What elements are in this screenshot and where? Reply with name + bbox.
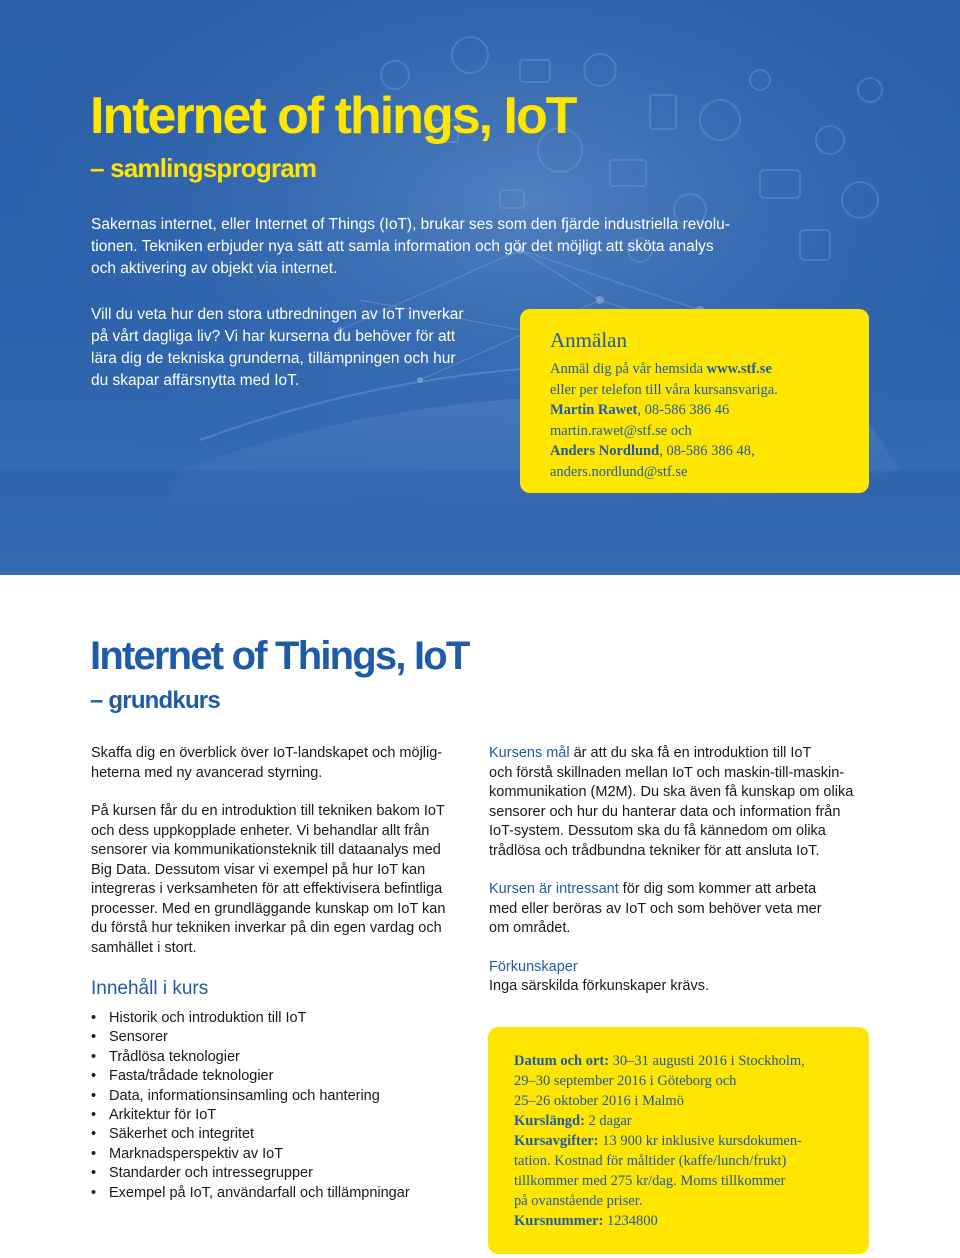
text-line: Skaffa dig en överblick över IoT-landskapet och möjlig- bbox=[91, 745, 443, 761]
text-line: IoT-system. Dessutom ska du få kännedom om olika bbox=[489, 823, 826, 839]
website-link[interactable]: www.stf.se bbox=[706, 361, 772, 377]
fee-line bbox=[514, 1131, 849, 1151]
text-line: samhället i stort. bbox=[91, 939, 197, 956]
contact-email[interactable]: martin.rawet@stf.se bbox=[550, 422, 668, 439]
signup-website-text: Anmäl dig på vår hemsida bbox=[550, 361, 707, 377]
hero-subtitle: – samlingsprogram bbox=[90, 153, 317, 183]
contact-phone: , 08-586 386 46 bbox=[637, 402, 730, 418]
content-heading: Innehåll i kurs bbox=[91, 978, 209, 999]
fee-label: Kursavgifter: bbox=[514, 1133, 599, 1149]
goal-text: är att du ska få en introduktion till IoT bbox=[569, 745, 812, 761]
list-item: • Säkerhet och integritet bbox=[91, 1125, 471, 1144]
hero-title: Internet of things, IoT bbox=[90, 87, 576, 145]
date-label: Datum och ort: bbox=[514, 1053, 610, 1069]
hero-paragraph bbox=[91, 304, 511, 392]
list-item: • Trådlösa teknologier bbox=[91, 1048, 471, 1067]
text-line bbox=[489, 880, 869, 900]
text-line: integreras i verksamheten för att effektivisera befintliga bbox=[91, 881, 443, 897]
hero-banner bbox=[0, 0, 960, 575]
goal-paragraph bbox=[489, 744, 869, 861]
hero-paragraph-line: lära dig de tekniska grunderna, tillämpningen och hur bbox=[91, 350, 456, 367]
hero-intro-line: tionen. Tekniken erbjuder nya sätt att samla information och gör det möjligt att sköta analys bbox=[91, 238, 714, 255]
course-details-box bbox=[488, 1027, 869, 1254]
hero-paragraph-line: på vårt dagliga liv? Vi har kurserna du behöver för att bbox=[91, 328, 456, 345]
list-item: • Exempel på IoT, användarfall och tillämpningar bbox=[91, 1184, 471, 1203]
contact-name: Anders Nordlund bbox=[550, 443, 660, 459]
signup-website-line bbox=[550, 359, 841, 380]
interest-label: Kursen är intressant bbox=[489, 881, 619, 897]
signup-title: Anmälan bbox=[550, 328, 627, 352]
list-item: • Historik och introduktion till IoT bbox=[91, 1009, 471, 1028]
text-line: och dess uppkopplade enheter. Vi behandlar allt från bbox=[91, 822, 430, 839]
length-line bbox=[514, 1111, 849, 1131]
left-column bbox=[91, 744, 471, 1203]
text-line: heterna med ny avancerad styrning. bbox=[91, 764, 323, 781]
hero-intro-line: och aktivering av objekt via internet. bbox=[91, 260, 338, 277]
text-line: och förstå skillnaden mellan IoT och maskin-till-maskin- bbox=[489, 764, 845, 781]
text-line: om området. bbox=[489, 920, 571, 936]
fee-line: på ovanstående priser. bbox=[514, 1193, 643, 1209]
contact-martin bbox=[550, 400, 841, 421]
text-line: med eller beröras av IoT och som behöver veta mer bbox=[489, 900, 822, 917]
date-line: 29–30 september 2016 i Göteborg och bbox=[514, 1073, 737, 1089]
list-item: • Standarder och intressegrupper bbox=[91, 1164, 471, 1183]
prereq-text: Inga särskilda förkunskaper krävs. bbox=[489, 978, 710, 994]
interest-text: för dig som kommer att arbeta bbox=[618, 881, 817, 897]
fee-line: tation. Kostnad för måltider (kaffe/lunch/frukt) bbox=[514, 1153, 787, 1169]
text-line bbox=[489, 744, 869, 764]
overview-paragraph bbox=[91, 744, 471, 783]
date-line: 25–26 oktober 2016 i Malmö bbox=[514, 1093, 684, 1109]
description-paragraph bbox=[91, 802, 471, 958]
text-line: På kursen får du en introduktion till tekniken bakom IoT bbox=[91, 803, 445, 819]
course-subtitle: – grundkurs bbox=[90, 687, 220, 714]
hero-paragraph-line: du skapar affärsnytta med IoT. bbox=[91, 372, 300, 389]
interest-paragraph bbox=[489, 880, 869, 939]
course-number-label: Kursnummer: bbox=[514, 1213, 604, 1229]
length-label: Kurslängd: bbox=[514, 1113, 585, 1129]
hero-paragraph-line: Vill du veta hur den stora utbredningen av IoT inverkar bbox=[91, 306, 464, 323]
goal-label: Kursens mål bbox=[489, 745, 570, 761]
list-item: • Fasta/trådade teknologier bbox=[91, 1067, 471, 1086]
list-item: • Sensorer bbox=[91, 1028, 471, 1047]
text-line: kommunikation (M2M). Du ska även få kunskap om olika bbox=[489, 784, 854, 800]
text-line: sensorer och hur du hanterar data och information från bbox=[489, 803, 841, 820]
contact-martin-email-line bbox=[550, 421, 841, 442]
prerequisites bbox=[489, 958, 869, 997]
contact-name: Martin Rawet bbox=[550, 402, 638, 418]
text-line: sensorer via kommunikationsteknik till dataanalys med bbox=[91, 842, 441, 858]
hero-intro bbox=[91, 214, 791, 280]
right-column bbox=[489, 744, 869, 1016]
fee-line: tillkommer med 275 kr/dag. Moms tillkommer bbox=[514, 1173, 786, 1189]
text-line: processer. Med en grundläggande kunskap om IoT kan bbox=[91, 900, 446, 917]
hero-intro-line: Sakernas internet, eller Internet of Things (IoT), brukar ses som den fjärde industriella revolu- bbox=[91, 216, 730, 233]
list-item: • Data, informationsinsamling och hantering bbox=[91, 1087, 471, 1106]
contact-phone: , 08-586 386 48, bbox=[659, 443, 755, 459]
course-number-line bbox=[514, 1211, 849, 1231]
text-line: du förstå hur tekniken inverkar på din egen vardag och bbox=[91, 920, 442, 936]
prereq-label: Förkunskaper bbox=[489, 958, 578, 975]
signup-box bbox=[520, 309, 869, 493]
signup-phone-line: eller per telefon till våra kursansvariga. bbox=[550, 381, 778, 398]
date-line bbox=[514, 1051, 849, 1071]
text-line: trådlösa och trådbundna tekniker för att ansluta IoT. bbox=[489, 842, 820, 859]
contact-anders bbox=[550, 441, 841, 462]
text-line: Big Data. Dessutom visar vi exempel på hur IoT kan bbox=[91, 861, 426, 878]
course-title: Internet of Things, IoT bbox=[90, 634, 469, 678]
content-list bbox=[91, 1009, 471, 1203]
length-value: 2 dagar bbox=[584, 1113, 632, 1129]
contact-email[interactable]: anders.nordlund@stf.se bbox=[550, 463, 688, 480]
list-item: • Marknadsperspektiv av IoT bbox=[91, 1145, 471, 1164]
list-item: • Arkitektur för IoT bbox=[91, 1106, 471, 1125]
fee-value: 13 900 kr inklusive kursdokumen- bbox=[598, 1133, 802, 1149]
date-value: 30–31 augusti 2016 i Stockholm, bbox=[609, 1053, 805, 1069]
contact-joiner: och bbox=[667, 422, 692, 439]
course-number-value: 1234800 bbox=[603, 1213, 658, 1229]
